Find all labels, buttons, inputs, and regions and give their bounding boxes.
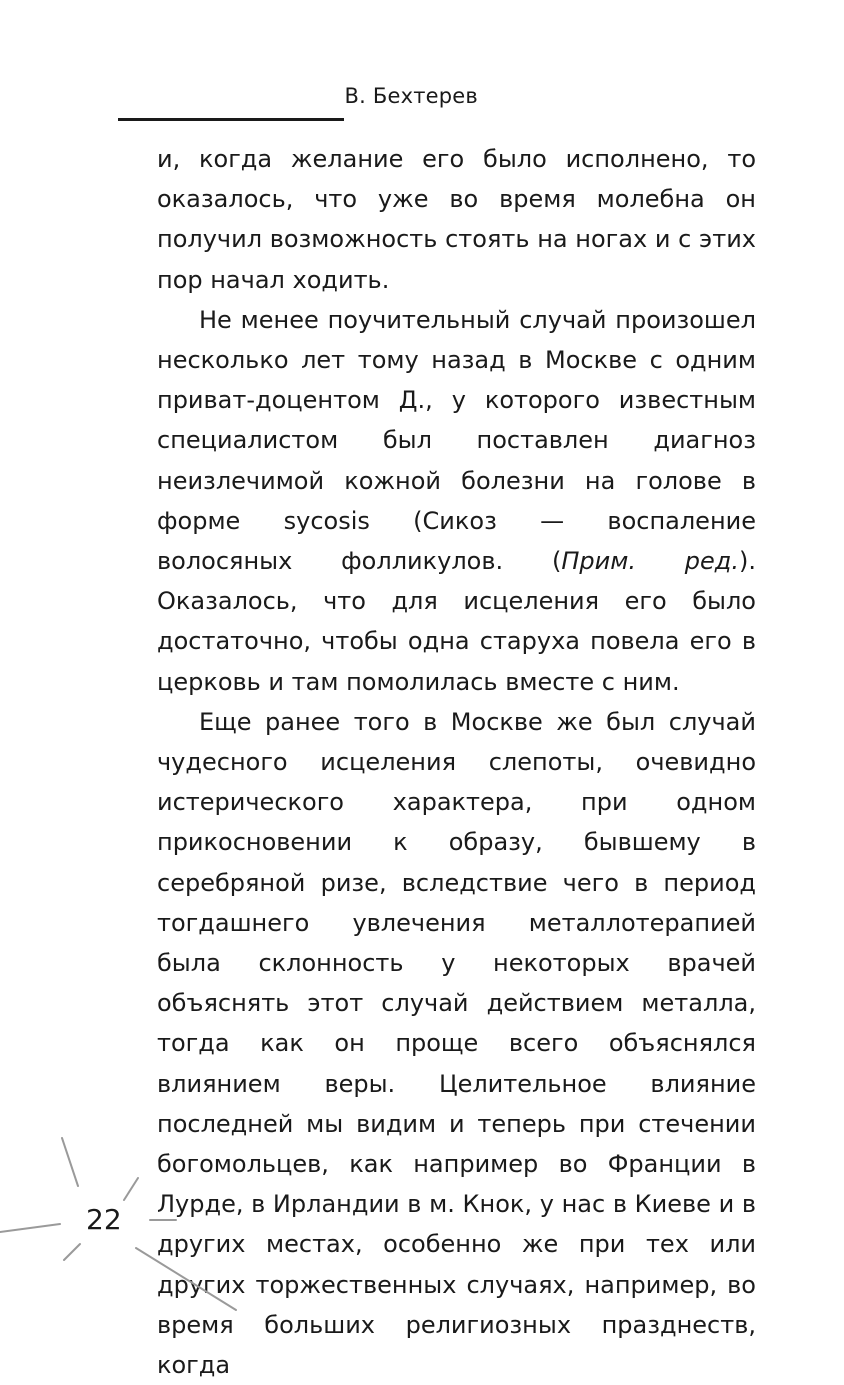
page-number: 22 — [86, 1203, 122, 1236]
paragraph-sycosis — [157, 300, 756, 702]
header-rule — [118, 118, 344, 121]
paragraph-blindness: Еще ранее того в Москве же был случай чудесного исцеления слепоты, очевидно истерического характера, при одном прикосновении к образу, бывшему в серебряной ризе, вследствие чего в период тогдашнего увлечения металлотерапией была склонность у некоторых врачей объяснять этот случай действием металла, тогда как он проще всего объяснялся влиянием веры. Целительное влияние последней мы видим и теперь при стечении богомольцев, как например во Франции в Лурде, в Ирландии в м. Кнок, у нас в Киеве и в других местах, особенно же при тех или других торжественных случаях, например, во время больших религиозных празднеств, когда — [157, 707, 756, 1380]
paragraph-sycosis-part1: Не менее поучительный случай произошел несколько лет тому назад в Москве с одним приват-доцентом Д., у которого известным специалистом был поставлен диагноз неизлечимой кожной болезни на голове в форме sycosis (Сикоз — воспаление волосяных фолликулов. ( — [157, 305, 756, 576]
starburst-decoration — [0, 1120, 260, 1311]
running-header: В. Бехтерев — [344, 84, 478, 108]
editor-note: Прим. ред. — [561, 547, 739, 576]
paragraph-continuation: и, когда желание его было исполнено, то оказалось, что уже во время молебна он получил возможность стоять на ногах и с этих пор начал ходить. — [157, 145, 756, 294]
paragraph-sycosis-part2: ). Оказалось, что для исцеления его было достаточно, чтобы одна старуха повела его в церковь и там помолилась вместе с ним. — [157, 547, 756, 696]
